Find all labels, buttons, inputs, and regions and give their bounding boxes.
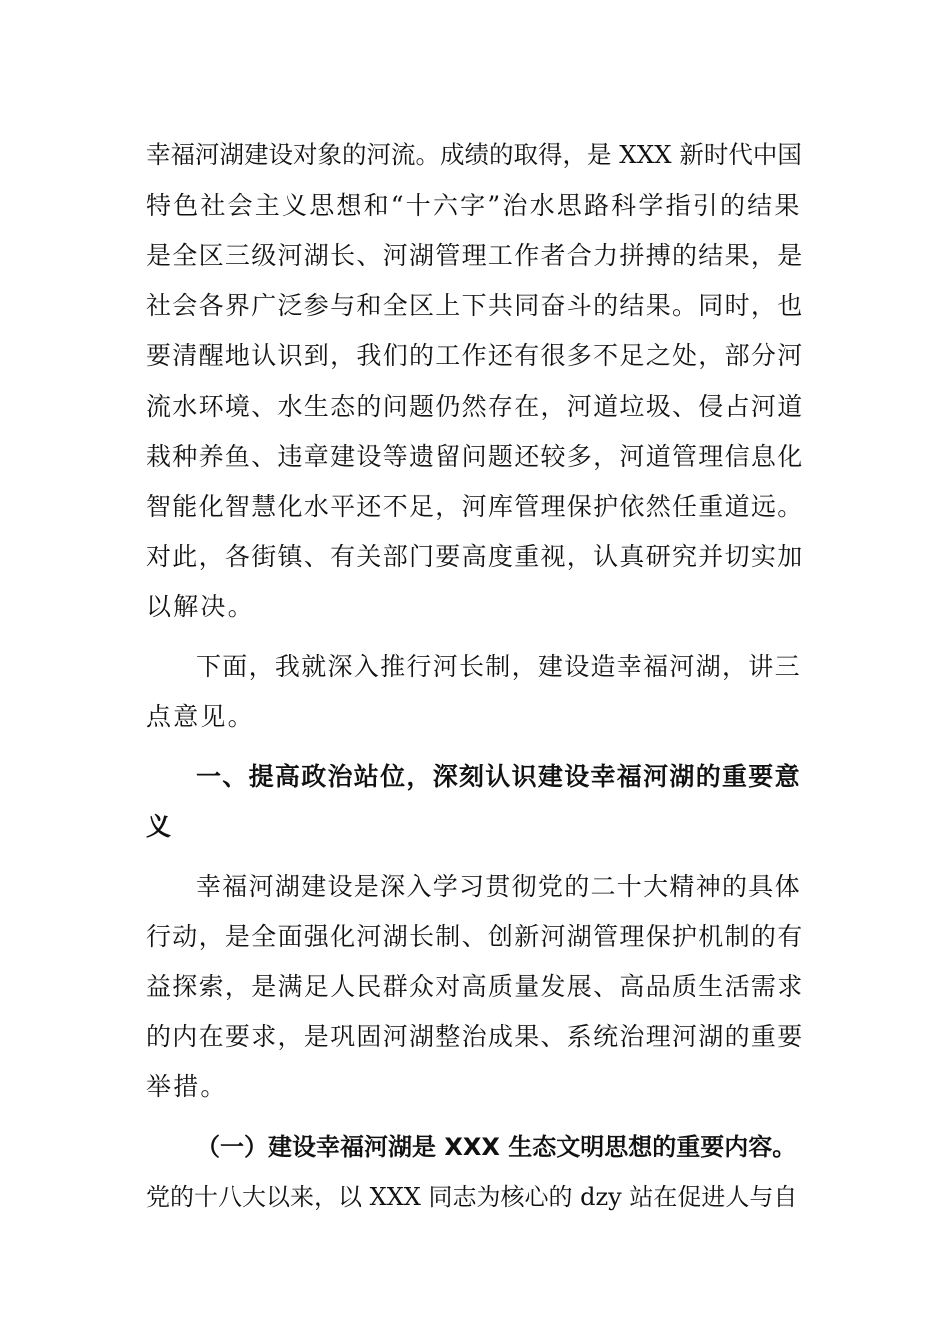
- paragraph-line: 行动，是全面强化河湖长制、创新河湖管理保护机制的有: [146, 922, 804, 951]
- paragraph-line: 点意见。: [146, 702, 255, 731]
- paragraph-line: 栽种养鱼、违章建设等遗留问题还较多，河道管理信息化: [146, 442, 804, 471]
- paragraph-line: 特色社会主义思想和“十六字”治水思路科学指引的结果: [146, 191, 802, 220]
- paragraph-line: 要清醒地认识到，我们的工作还有很多不足之处，部分河: [146, 341, 804, 370]
- subsection-heading: （一）建设幸福河湖是 XXX 生态文明思想的重要内容。: [196, 1133, 797, 1161]
- paragraph-line: 是全区三级河湖长、河湖管理工作者合力拼搏的结果，是: [146, 241, 804, 270]
- section-heading: 义: [146, 812, 173, 841]
- paragraph-line: 举措。: [146, 1072, 228, 1101]
- paragraph-line: 智能化智慧化水平还不足，河库管理保护依然任重道远。: [146, 492, 804, 521]
- paragraph-line: 幸福河湖建设是深入学习贯彻党的二十大精神的具体: [196, 872, 801, 901]
- paragraph-line: 以解决。: [146, 592, 255, 621]
- section-heading: 一、提高政治站位，深刻认识建设幸福河湖的重要意: [196, 762, 801, 791]
- paragraph-line: 对此，各街镇、有关部门要高度重视，认真研究并切实加: [146, 542, 804, 571]
- paragraph-line: 下面，我就深入推行河长制，建设造幸福河湖，讲三: [196, 652, 801, 681]
- paragraph-line: 社会各界广泛参与和全区上下共同奋斗的结果。同时，也: [146, 291, 804, 320]
- paragraph-line: 的内在要求，是巩固河湖整治成果、系统治理河湖的重要: [146, 1022, 804, 1051]
- paragraph-line: 流水环境、水生态的问题仍然存在，河道垃圾、侵占河道: [146, 392, 804, 421]
- paragraph-line: 幸福河湖建设对象的河流。成绩的取得，是 XXX 新时代中国: [146, 140, 802, 169]
- paragraph-line: 益探索，是满足人民群众对高质量发展、高品质生活需求: [146, 972, 804, 1001]
- paragraph-line: 党的十八大以来，以 XXX 同志为核心的 dzy 站在促进人与自: [146, 1183, 798, 1211]
